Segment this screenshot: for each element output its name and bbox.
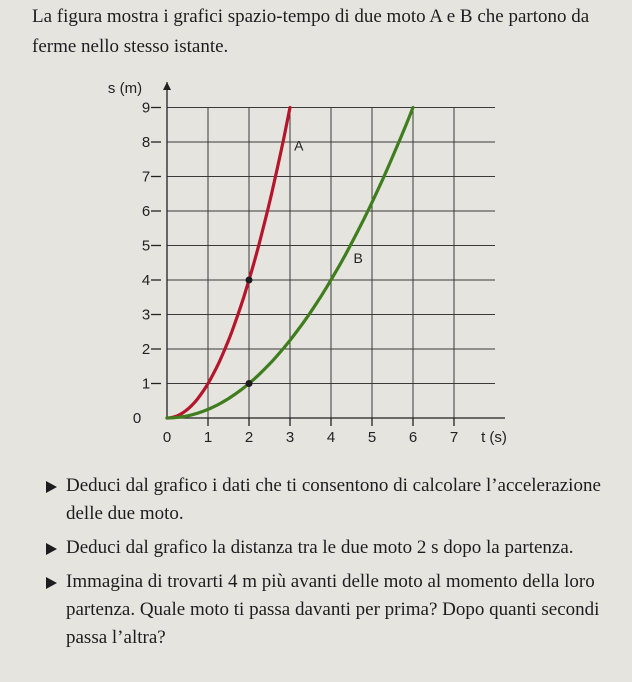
y-axis-arrow-icon [163,82,171,90]
data-point-a [289,107,290,108]
y-tick-label: 3 [141,306,151,324]
series-line-a [167,108,290,419]
y-axis-label: s (m) [107,80,143,97]
y-tick-label: 7 [141,168,151,186]
y-tick-label: 9 [141,99,151,117]
marked-point-b [246,380,253,387]
y-tick-label: 5 [141,237,151,255]
marked-point-a [246,277,253,284]
question-item [46,568,606,652]
data-point-b [289,340,290,341]
question-list [46,472,606,658]
y-tick-label: 8 [141,134,151,151]
y-tick-label: 0 [132,410,142,427]
y-tick-label: 1 [141,375,151,393]
data-point-b [207,409,208,410]
x-tick-label: 6 [408,429,418,446]
data-point-a [187,409,188,410]
data-point-b [371,202,372,203]
data-point-a [207,383,208,384]
triangle-bullet-icon [46,481,57,493]
y-tick-label: 4 [141,272,151,289]
x-axis-label: t (s) [481,429,507,446]
question-text: Deduci dal grafico i dati che ti consentono di calcolare l’accelerazione delle due moto. [66,475,601,524]
question-item [46,472,606,528]
data-point-b [412,107,413,108]
series-label-a: A [294,137,304,154]
data-point-a [228,340,229,341]
y-tick-label: 6 [141,203,151,220]
triangle-bullet-icon [46,577,57,589]
x-tick-label: 4 [326,429,336,446]
x-tick-label: 3 [285,429,295,446]
data-point-a [269,202,270,203]
triangle-bullet-icon [46,543,57,555]
question-text: Deduci dal grafico la distanza tra le due moto 2 s dopo la partenza. [66,537,574,558]
data-point-b [330,279,331,280]
y-tick-label: 2 [141,341,151,358]
intro-text: La figura mostra i grafici spazio-tempo di due moto A e B che partono da ferme nello stesso istante. [32,6,590,57]
question-text: Immagina di trovarti 4 m più avanti delle moto al momento della loro partenza. Quale moto ti passa davanti per prima? Dopo quanti secondi passa l’altra? [66,571,600,648]
x-tick-label: 1 [203,429,213,446]
x-tick-label: 5 [367,429,377,446]
series-label-b: B [353,249,363,266]
x-tick-label: 2 [244,429,254,446]
question-item [46,534,606,562]
x-tick-label: 7 [449,429,459,446]
x-tick-label: 0 [162,429,172,446]
data-point-b [166,417,167,418]
